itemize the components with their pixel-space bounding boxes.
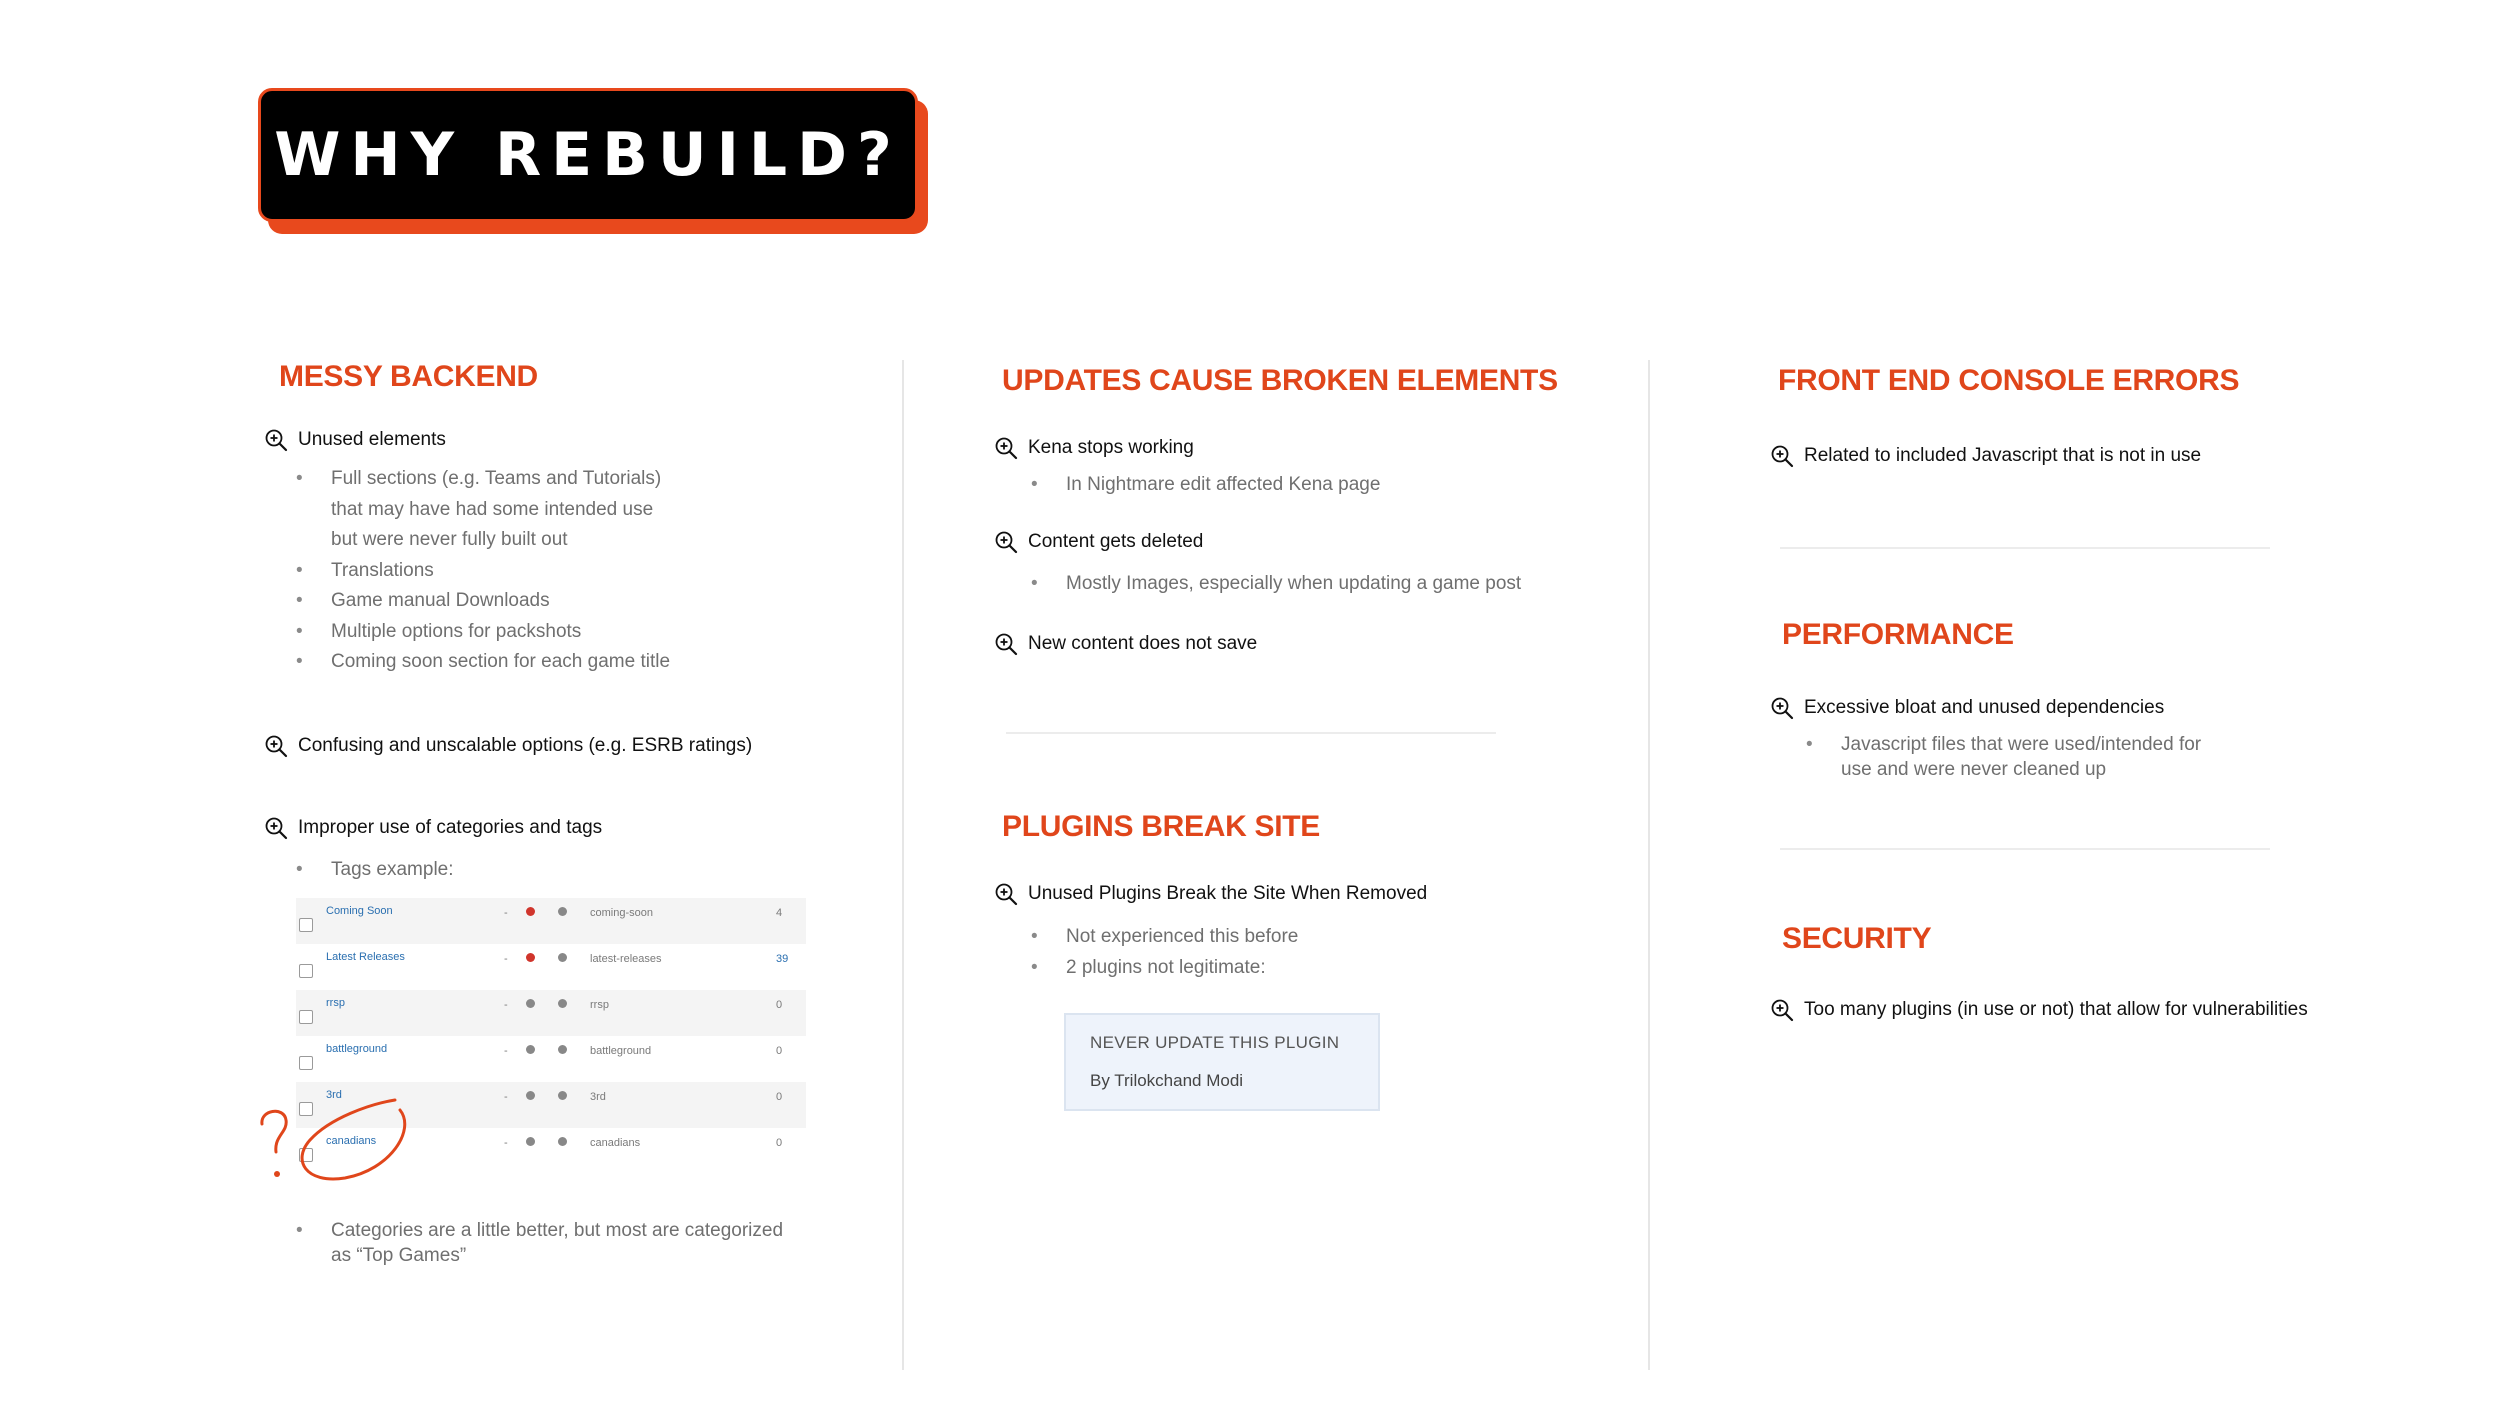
bullet-item: • Tags example:	[296, 855, 454, 886]
tag-slug: coming-soon	[590, 907, 653, 919]
list-item	[1770, 998, 2308, 1022]
tag-slug: rrsp	[590, 999, 609, 1011]
tag-name-link[interactable]: canadians	[326, 1135, 377, 1147]
bullet-item: • Multiple options for packshots	[296, 617, 670, 648]
heading-security: SECURITY	[1782, 922, 1932, 955]
zoom-in-icon	[1770, 998, 1794, 1022]
zoom-in-icon	[264, 816, 288, 840]
section-divider	[1780, 547, 2270, 549]
section-divider	[1006, 732, 1496, 734]
status-dot	[526, 1045, 535, 1054]
tag-name-link[interactable]: Latest Releases	[326, 951, 405, 963]
item-text: Related to included Javascript that is not in use	[1804, 445, 2202, 466]
heading-messy-backend: MESSY BACKEND	[279, 360, 538, 393]
section-divider	[1780, 848, 2270, 850]
heading-front-end-console-errors: FRONT END CONSOLE ERRORS	[1778, 364, 2240, 397]
zoom-in-icon	[264, 734, 288, 758]
table-row	[296, 944, 806, 990]
item-text: Kena stops working	[1028, 437, 1194, 458]
bullet-item: • Translations	[296, 556, 670, 587]
zoom-in-icon	[994, 530, 1018, 554]
bullet-list	[296, 1218, 783, 1268]
row-checkbox[interactable]	[299, 964, 313, 978]
status-dot	[526, 907, 535, 916]
bullet-list	[1031, 569, 1521, 600]
plugin-callout	[1064, 1013, 1380, 1111]
row-checkbox[interactable]	[299, 918, 313, 932]
tag-name-link[interactable]: rrsp	[326, 997, 345, 1009]
item-text: Unused Plugins Break the Site When Removed	[1028, 883, 1428, 904]
table-row	[296, 898, 806, 944]
bullet-item	[1806, 732, 2201, 782]
status-dot	[558, 953, 567, 962]
zoom-in-icon	[1770, 444, 1794, 468]
list-item	[264, 428, 446, 452]
plugin-name: NEVER UPDATE THIS PLUGIN	[1090, 1033, 1340, 1052]
tag-count: 0	[776, 999, 783, 1011]
bullet-list	[296, 855, 454, 886]
item-text: Improper use of categories and tags	[298, 817, 603, 838]
status-dot	[558, 999, 567, 1008]
tag-name-link[interactable]: Coming Soon	[326, 905, 393, 917]
status-dot	[526, 953, 535, 962]
page-title: WHY REBUILD?	[274, 120, 902, 190]
status-dot	[526, 1137, 535, 1146]
status-dot	[526, 999, 535, 1008]
tag-count[interactable]: 39	[776, 953, 789, 965]
item-text: Confusing and unscalable options (e.g. ESRB ratings)	[298, 735, 753, 756]
bullet-item	[296, 1218, 783, 1268]
item-text: New content does not save	[1028, 633, 1258, 654]
bullet-item: • Mostly Images, especially when updating a game post	[1031, 569, 1521, 600]
plugin-author: By Trilokchand Modi	[1090, 1071, 1244, 1090]
list-item	[1770, 696, 2164, 720]
heading-updates-cause-broken-elements: UPDATES CAUSE BROKEN ELEMENTS	[1002, 364, 1558, 397]
bullet-item: • Not experienced this before	[1031, 922, 1298, 953]
bullet-list	[296, 464, 670, 678]
tag-count: 0	[776, 1137, 783, 1149]
zoom-in-icon	[994, 632, 1018, 656]
status-dot	[558, 1137, 567, 1146]
zoom-in-icon	[1770, 696, 1794, 720]
tag-name-link[interactable]: battleground	[326, 1043, 388, 1055]
bullet-continuation: but were never fully built out	[331, 529, 568, 550]
tag-slug: battleground	[590, 1045, 652, 1057]
bullet-text: Javascript files that were used/intended for	[1841, 734, 2202, 755]
bullet-item: • In Nightmare edit affected Kena page	[1031, 470, 1380, 501]
bullet-list	[1031, 922, 1298, 983]
tag-count: 0	[776, 1091, 783, 1103]
bullet-item: • 2 plugins not legitimate:	[1031, 953, 1298, 984]
column-divider	[1648, 360, 1650, 1370]
item-text: Unused elements	[298, 429, 446, 450]
item-text: Too many plugins (in use or not) that allow for vulnerabilities	[1804, 999, 2308, 1020]
item-text: Content gets deleted	[1028, 531, 1204, 552]
handdrawn-question-annotation	[250, 1090, 430, 1190]
zoom-in-icon	[994, 882, 1018, 906]
bullet-item: • Game manual Downloads	[296, 586, 670, 617]
tag-description: -	[504, 1091, 508, 1103]
heading-performance: PERFORMANCE	[1782, 618, 2014, 651]
zoom-in-icon	[994, 436, 1018, 460]
bullet-continuation: that may have had some intended use	[331, 498, 654, 520]
bullet-text: use and were never cleaned up	[1841, 759, 2107, 780]
list-item	[264, 734, 752, 758]
status-dot	[558, 907, 567, 916]
table-row	[296, 990, 806, 1036]
status-dot	[558, 1045, 567, 1054]
bullet-item: • Coming soon section for each game title	[296, 647, 670, 678]
list-item	[994, 436, 1194, 460]
column-divider	[902, 360, 904, 1370]
tag-slug: canadians	[590, 1137, 641, 1149]
heading-plugins-break-site: PLUGINS BREAK SITE	[1002, 810, 1320, 843]
status-dot	[558, 1091, 567, 1100]
bullet-text: Categories are a little better, but most are categorized	[331, 1220, 784, 1241]
bullet-list	[1031, 470, 1380, 501]
tag-slug: 3rd	[590, 1091, 606, 1103]
list-item	[1770, 444, 2201, 468]
item-text: Excessive bloat and unused dependencies	[1804, 697, 2165, 718]
title-banner	[258, 88, 918, 222]
list-item	[994, 632, 1257, 656]
tag-count: 4	[776, 907, 783, 919]
tag-count: 0	[776, 1045, 783, 1057]
tag-slug: latest-releases	[590, 953, 662, 965]
row-checkbox[interactable]	[299, 1056, 313, 1070]
list-item	[994, 882, 1427, 906]
status-dot	[526, 1091, 535, 1100]
list-item	[264, 816, 602, 840]
zoom-in-icon	[264, 428, 288, 452]
tag-description: -	[504, 953, 508, 965]
table-row	[296, 1036, 806, 1082]
tag-description: -	[504, 999, 508, 1011]
list-item	[994, 530, 1203, 554]
bullet-text: as “Top Games”	[331, 1245, 467, 1266]
row-checkbox[interactable]	[299, 1010, 313, 1024]
bullet-list	[1806, 732, 2201, 782]
tag-description: -	[504, 1045, 508, 1057]
bullet-item: • Full sections (e.g. Teams and Tutorials)	[296, 464, 670, 495]
tag-description: -	[504, 1137, 508, 1149]
tag-name-link[interactable]: 3rd	[326, 1089, 342, 1101]
tag-description: -	[504, 907, 508, 919]
